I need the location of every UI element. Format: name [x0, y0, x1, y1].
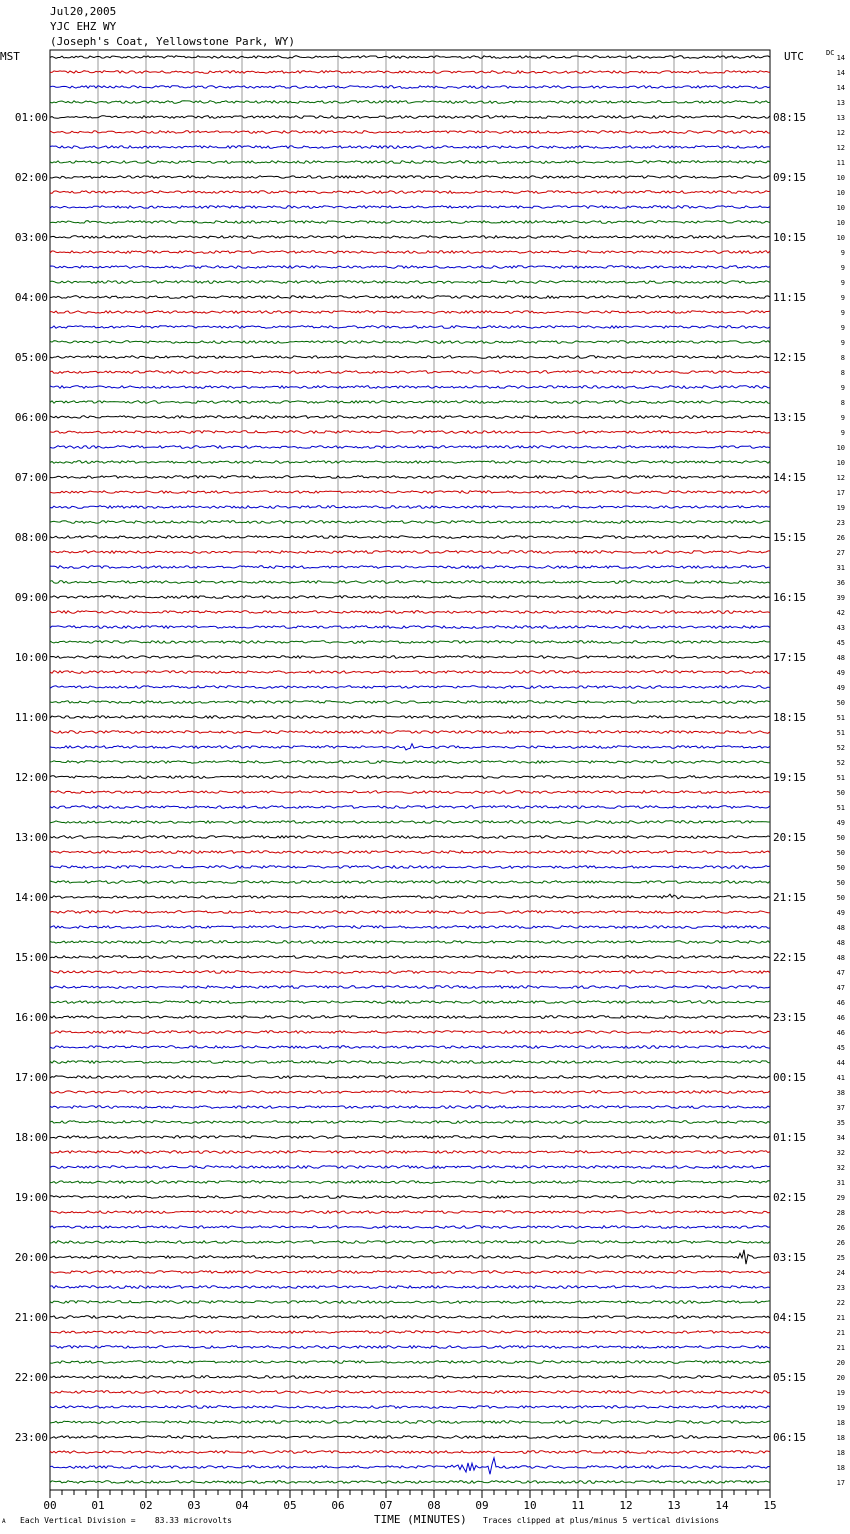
seismic-trace [50, 1076, 770, 1079]
seismic-trace [50, 1136, 770, 1139]
seismic-trace [50, 1046, 770, 1049]
seismic-trace [50, 1331, 770, 1334]
x-tick-label: 10 [523, 1499, 537, 1512]
right-hour-label: 09:15 [773, 171, 807, 184]
dc-offset-label: 26 [836, 1224, 845, 1232]
x-tick-label: 08 [427, 1499, 441, 1512]
seismic-trace [50, 1451, 770, 1454]
seismic-trace [50, 761, 770, 764]
seismic-trace [50, 1346, 770, 1349]
dc-offset-label: 9 [840, 429, 845, 437]
seismic-trace [50, 1406, 770, 1409]
x-tick-label: 04 [235, 1499, 249, 1512]
seismic-trace [50, 686, 770, 689]
dc-offset-label: 10 [836, 219, 845, 227]
dc-offset-label: 51 [836, 774, 845, 782]
dc-offset-label: 8 [840, 399, 845, 407]
dc-offset-label: 9 [840, 264, 845, 272]
x-tick-label: 15 [763, 1499, 777, 1512]
right-hour-label: 05:15 [773, 1371, 807, 1384]
seismic-trace [50, 926, 770, 929]
dc-offset-label: 9 [840, 309, 845, 317]
dc-offset-label: 10 [836, 234, 845, 242]
dc-offset-label: 46 [836, 999, 845, 1007]
seismic-trace [50, 941, 770, 944]
seismic-trace [50, 101, 770, 104]
seismic-trace [50, 986, 770, 989]
right-hour-label: 08:15 [773, 111, 807, 124]
dc-offset-label: 10 [836, 459, 845, 467]
dc-offset-label: 9 [840, 414, 845, 422]
x-tick-label: 12 [619, 1499, 633, 1512]
left-hour-label: 11:00 [14, 711, 48, 724]
x-tick-label: 07 [379, 1499, 393, 1512]
dc-offset-label: 18 [836, 1464, 845, 1472]
right-hour-label: 03:15 [773, 1251, 807, 1264]
dc-offset-label: 47 [836, 969, 845, 977]
seismic-trace [50, 821, 770, 824]
seismic-trace [50, 371, 770, 374]
dc-offset-label: 9 [840, 279, 845, 287]
seismic-trace [50, 744, 770, 750]
seismic-trace [50, 611, 770, 614]
right-hour-label: 21:15 [773, 891, 807, 904]
seismic-trace [50, 56, 770, 59]
seismic-trace [50, 1001, 770, 1004]
x-tick-label: 14 [715, 1499, 729, 1512]
dc-offset-label: 48 [836, 924, 845, 932]
seismic-trace [50, 491, 770, 494]
seismic-trace [50, 1316, 770, 1319]
left-hour-label: 05:00 [14, 351, 48, 364]
seismic-trace [50, 221, 770, 224]
left-hour-label: 07:00 [14, 471, 48, 484]
dc-offset-label: 45 [836, 1044, 845, 1052]
seismic-trace [50, 596, 770, 599]
dc-offset-label: 49 [836, 819, 845, 827]
seismic-trace [50, 881, 770, 884]
seismic-trace [50, 1181, 770, 1184]
left-hour-label: 08:00 [14, 531, 48, 544]
dc-offset-label: 23 [836, 519, 845, 527]
dc-offset-label: 39 [836, 594, 845, 602]
clip-note: Traces clipped at plus/minus 5 vertical divisions [483, 1516, 720, 1525]
right-timezone-label: UTC [784, 50, 804, 63]
seismic-trace [50, 1458, 770, 1474]
right-hour-label: 18:15 [773, 711, 807, 724]
dc-offset-label: 18 [836, 1434, 845, 1442]
seismic-trace [50, 656, 770, 659]
seismic-trace [50, 461, 770, 464]
seismic-trace [50, 535, 770, 538]
left-hour-label: 21:00 [14, 1311, 48, 1324]
seismic-trace [50, 1250, 770, 1264]
left-hour-label: 04:00 [14, 291, 48, 304]
left-hour-label: 13:00 [14, 831, 48, 844]
right-hour-label: 15:15 [773, 531, 807, 544]
seismic-trace [50, 191, 770, 194]
seismic-trace [50, 1226, 770, 1229]
right-hour-label: 19:15 [773, 771, 807, 784]
dc-offset-label: 20 [836, 1359, 845, 1367]
dc-offset-label: 51 [836, 804, 845, 812]
dc-offset-label: 20 [836, 1374, 845, 1382]
left-hour-label: 06:00 [14, 411, 48, 424]
x-tick-label: 13 [667, 1499, 681, 1512]
left-hour-label: 23:00 [14, 1431, 48, 1444]
seismic-trace [50, 956, 770, 959]
seismic-trace [50, 894, 770, 899]
dc-offset-label: 50 [836, 789, 845, 797]
seismic-trace [50, 731, 770, 734]
seismic-trace [50, 161, 770, 164]
seismic-trace [50, 521, 770, 524]
dc-offset-label: 10 [836, 174, 845, 182]
seismic-trace [50, 236, 770, 239]
dc-offset-label: 48 [836, 954, 845, 962]
seismic-trace [50, 71, 770, 74]
left-hour-label: 02:00 [14, 171, 48, 184]
seismic-trace [50, 1151, 770, 1154]
dc-offset-label: 10 [836, 189, 845, 197]
seismic-trace [50, 776, 770, 779]
left-hour-label: 18:00 [14, 1131, 48, 1144]
dc-offset-label: 38 [836, 1089, 845, 1097]
station-code: YJC EHZ WY [50, 20, 117, 33]
dc-offset-label: 9 [840, 339, 845, 347]
dc-offset-label: 43 [836, 624, 845, 632]
left-hour-label: 09:00 [14, 591, 48, 604]
right-hour-label: 11:15 [773, 291, 807, 304]
station-location: (Joseph's Coat, Yellowstone Park, WY) [50, 35, 296, 48]
dc-offset-label: 34 [836, 1134, 845, 1142]
dc-offset-label: 9 [840, 294, 845, 302]
seismic-trace [50, 1301, 770, 1304]
right-hour-label: 00:15 [773, 1071, 807, 1084]
left-hour-label: 10:00 [14, 651, 48, 664]
dc-offset-label: 28 [836, 1209, 845, 1217]
scale-note: Each Vertical Division = 83.33 microvolts [20, 1516, 232, 1525]
right-hour-label: 12:15 [773, 351, 807, 364]
left-hour-label: 22:00 [14, 1371, 48, 1384]
seismic-trace [50, 971, 770, 974]
dc-offset-label: 46 [836, 1014, 845, 1022]
dc-offset-label: 24 [836, 1269, 845, 1277]
right-hour-label: 22:15 [773, 951, 807, 964]
seismic-trace [50, 581, 770, 584]
seismic-trace [50, 251, 770, 254]
dc-offset-label: 48 [836, 654, 845, 662]
seismic-trace [50, 551, 770, 554]
record-date: Jul20,2005 [50, 5, 117, 18]
left-hour-label: 16:00 [14, 1011, 48, 1024]
dc-offset-label: 21 [836, 1329, 845, 1337]
seismic-trace [50, 401, 770, 404]
left-hour-label: 03:00 [14, 231, 48, 244]
left-timezone-label: MST [0, 50, 20, 63]
dc-offset-label: 11 [836, 159, 845, 167]
seismic-trace [50, 386, 770, 389]
dc-offset-label: 13 [836, 99, 845, 107]
dc-offset-label: 50 [836, 879, 845, 887]
seismic-trace [50, 1361, 770, 1364]
x-tick-label: 05 [283, 1499, 297, 1512]
dc-offset-label: 12 [836, 129, 845, 137]
dc-offset-label: 50 [836, 864, 845, 872]
seismic-trace [50, 206, 770, 209]
dc-offset-label: 52 [836, 744, 845, 752]
seismic-trace [50, 1241, 770, 1244]
dc-offset-label: 9 [840, 384, 845, 392]
left-hour-label: 17:00 [14, 1071, 48, 1084]
left-hour-label: 12:00 [14, 771, 48, 784]
dc-offset-label: 26 [836, 534, 845, 542]
seismic-trace [50, 296, 770, 299]
seismic-trace [50, 836, 770, 839]
seismic-trace [50, 866, 770, 869]
dc-offset-label: 49 [836, 909, 845, 917]
right-hour-label: 10:15 [773, 231, 807, 244]
dc-offset-label: 35 [836, 1119, 845, 1127]
seismic-trace [50, 1031, 770, 1034]
seismic-trace [50, 1286, 770, 1289]
seismic-trace [50, 1196, 770, 1199]
dc-offset-label: 50 [836, 894, 845, 902]
dc-offset-label: 37 [836, 1104, 845, 1112]
dc-offset-label: 51 [836, 714, 845, 722]
right-hour-label: 17:15 [773, 651, 807, 664]
right-hour-label: 02:15 [773, 1191, 807, 1204]
dc-offset-label: 47 [836, 984, 845, 992]
x-tick-label: 03 [187, 1499, 201, 1512]
seismic-trace [50, 1271, 770, 1274]
left-hour-label: 19:00 [14, 1191, 48, 1204]
right-hour-label: 04:15 [773, 1311, 807, 1324]
seismic-trace [50, 356, 770, 359]
dc-label: DC [826, 49, 835, 57]
dc-offset-label: 49 [836, 669, 845, 677]
seismic-trace [50, 1091, 770, 1094]
dc-offset-label: 8 [840, 369, 845, 377]
seismic-trace [50, 806, 770, 809]
right-hour-label: 23:15 [773, 1011, 807, 1024]
seismic-trace [50, 851, 770, 854]
dc-offset-label: 12 [836, 144, 845, 152]
seismic-trace [50, 341, 770, 344]
dc-offset-label: 12 [836, 474, 845, 482]
dc-offset-label: 32 [836, 1164, 845, 1172]
right-hour-label: 14:15 [773, 471, 807, 484]
dc-offset-label: 14 [836, 69, 845, 77]
dc-offset-label: 17 [836, 1479, 845, 1487]
seismic-trace [50, 701, 770, 704]
right-hour-label: 16:15 [773, 591, 807, 604]
right-hour-label: 20:15 [773, 831, 807, 844]
dc-offset-label: 32 [836, 1149, 845, 1157]
dc-offset-label: 51 [836, 729, 845, 737]
corner-mark: A [2, 1518, 6, 1525]
right-hour-label: 13:15 [773, 411, 807, 424]
seismic-trace [50, 86, 770, 89]
dc-offset-label: 18 [836, 1419, 845, 1427]
seismic-trace [50, 506, 770, 509]
dc-offset-label: 36 [836, 579, 845, 587]
dc-offset-label: 18 [836, 1449, 845, 1457]
seismic-trace [50, 641, 770, 644]
dc-offset-label: 21 [836, 1314, 845, 1322]
right-hour-label: 06:15 [773, 1431, 807, 1444]
seismic-trace [50, 626, 770, 629]
seismic-trace [50, 1481, 770, 1484]
seismic-trace [50, 446, 770, 449]
dc-offset-label: 50 [836, 699, 845, 707]
dc-offset-label: 31 [836, 1179, 845, 1187]
dc-offset-label: 10 [836, 444, 845, 452]
dc-offset-label: 19 [836, 1404, 845, 1412]
seismic-trace [50, 326, 770, 329]
seismic-trace [50, 311, 770, 314]
x-tick-label: 06 [331, 1499, 345, 1512]
dc-offset-label: 50 [836, 849, 845, 857]
right-hour-label: 01:15 [773, 1131, 807, 1144]
dc-offset-label: 46 [836, 1029, 845, 1037]
seismic-trace [50, 911, 770, 914]
seismic-trace [50, 476, 770, 479]
dc-offset-label: 21 [836, 1344, 845, 1352]
dc-offset-label: 19 [836, 504, 845, 512]
x-axis-label: TIME (MINUTES) [374, 1513, 467, 1526]
seismic-trace [50, 176, 770, 179]
left-hour-label: 14:00 [14, 891, 48, 904]
dc-offset-label: 14 [836, 84, 845, 92]
dc-offset-label: 27 [836, 549, 845, 557]
dc-offset-label: 17 [836, 489, 845, 497]
seismic-trace [50, 671, 770, 674]
dc-offset-label: 23 [836, 1284, 845, 1292]
dc-offset-label: 8 [840, 354, 845, 362]
dc-offset-label: 10 [836, 204, 845, 212]
seismic-trace [50, 266, 770, 269]
dc-offset-label: 26 [836, 1239, 845, 1247]
dc-offset-label: 50 [836, 834, 845, 842]
dc-offset-label: 41 [836, 1074, 845, 1082]
dc-offset-label: 19 [836, 1389, 845, 1397]
seismic-trace [50, 1106, 770, 1109]
dc-offset-label: 49 [836, 684, 845, 692]
seismic-trace [50, 1166, 770, 1169]
dc-offset-label: 9 [840, 249, 845, 257]
dc-offset-label: 45 [836, 639, 845, 647]
left-hour-label: 20:00 [14, 1251, 48, 1264]
seismic-trace [50, 146, 770, 149]
x-tick-label: 09 [475, 1499, 489, 1512]
dc-offset-label: 25 [836, 1254, 845, 1262]
seismic-trace [50, 1421, 770, 1424]
seismic-trace [50, 116, 770, 119]
x-tick-label: 01 [91, 1499, 105, 1512]
seismic-trace [50, 1436, 770, 1439]
dc-offset-label: 44 [836, 1059, 845, 1067]
dc-offset-label: 31 [836, 564, 845, 572]
seismic-trace [50, 791, 770, 794]
dc-offset-label: 13 [836, 114, 845, 122]
seismic-trace [50, 431, 770, 434]
seismic-trace [50, 716, 770, 719]
seismic-trace [50, 281, 770, 284]
dc-offset-label: 22 [836, 1299, 845, 1307]
seismic-trace [50, 416, 770, 419]
dc-offset-label: 9 [840, 324, 845, 332]
seismic-trace [50, 1376, 770, 1379]
dc-offset-label: 52 [836, 759, 845, 767]
seismic-trace [50, 1121, 770, 1124]
seismic-trace [50, 1016, 770, 1019]
dc-offset-label: 42 [836, 609, 845, 617]
dc-offset-label: 14 [836, 54, 845, 62]
seismic-trace [50, 131, 770, 134]
dc-offset-label: 29 [836, 1194, 845, 1202]
x-tick-label: 11 [571, 1499, 585, 1512]
seismic-trace [50, 566, 770, 569]
dc-offset-label: 48 [836, 939, 845, 947]
left-hour-label: 15:00 [14, 951, 48, 964]
seismic-trace [50, 1061, 770, 1064]
seismic-trace [50, 1211, 770, 1214]
seismic-trace [50, 1391, 770, 1394]
left-hour-label: 01:00 [14, 111, 48, 124]
x-tick-label: 02 [139, 1499, 153, 1512]
x-tick-label: 00 [43, 1499, 57, 1512]
